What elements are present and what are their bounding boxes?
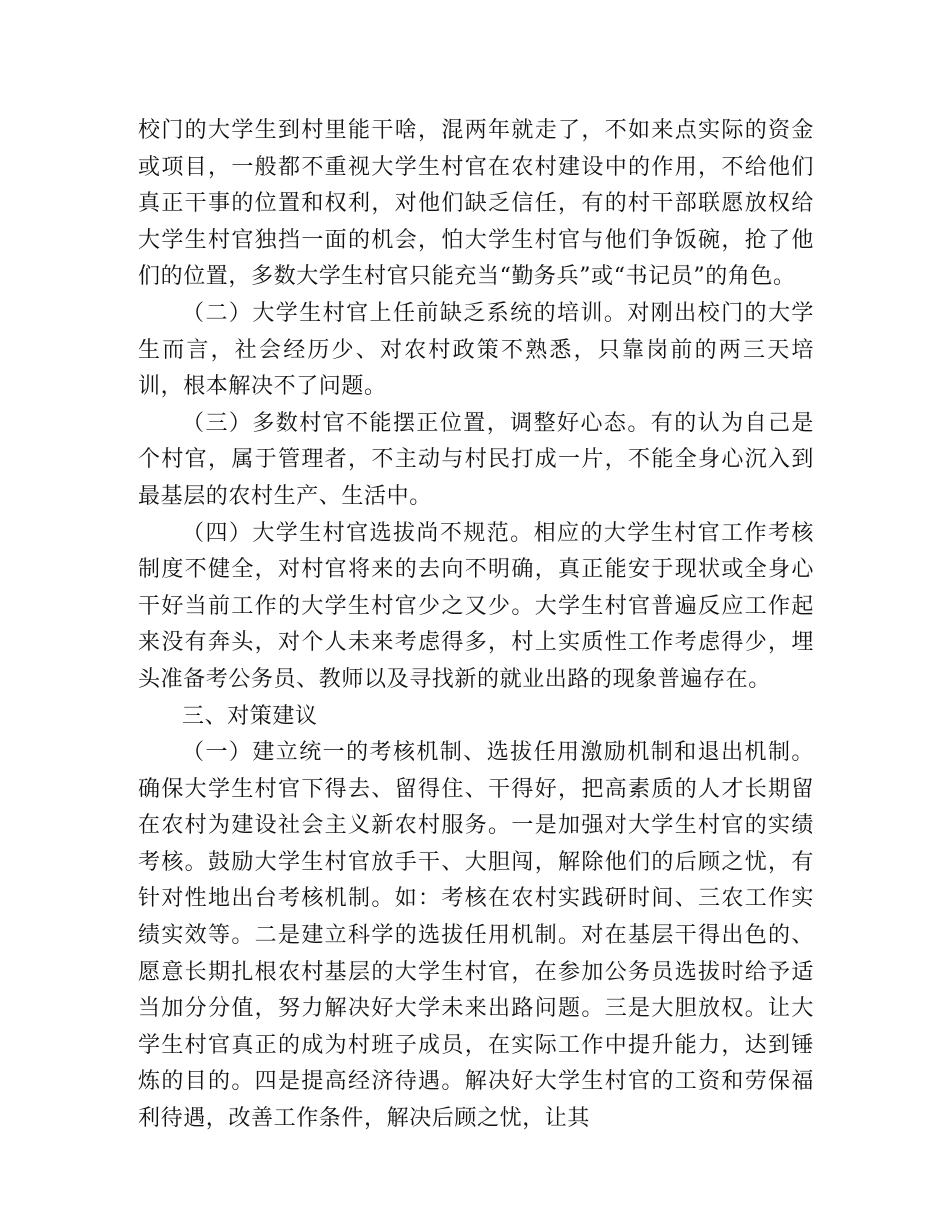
paragraph-problem-3: （三）多数村官不能摆正位置，调整好心态。有的认为自己是个村官，属于管理者，不主动与村民打成一片，不能全身心沉入到最基层的农村生产、生活中。 [138, 410, 814, 509]
paragraph-problem-2: （二）大学生村官上任前缺乏系统的培训。对刚出校门的大学生而言，社会经历少、对农村政策不熟悉，只靠岗前的两三天培训，根本解决不了问题。 [138, 300, 814, 400]
paragraph-suggestion-1: （一）建立统一的考核机制、选拔任用激励机制和退出机制。确保大学生村官下得去、留得住、干得好，把高素质的人才长期留在农村为建设社会主义新农村服务。一是加强对大学生村官的实绩考核。鼓励大学生村官放手干、大胆闯，解除他们的后顾之忧，有针对性地出台考核机制。如：考核在农村实践研时间、三农工作实绩实效等。二是建立科学的选拔任用机制。对在基层干得出色的、愿意长期扎根农村基层的大学生村官，在参加公务员选拔时给予适当加分分值，努力解决好大学未来出路问题。三是大胆放权。让大学生村官真正的成为村班子成员，在实际工作中提升能力，达到锤炼的目的。四是提高经济待遇。解决好大学生村官的工资和劳保福利待遇，改善工作条件，解决后顾之忧，让其 [138, 740, 814, 1132]
paragraph-problem-4: （四）大学生村官选拔尚不规范。相应的大学生村官工作考核制度不健全，对村官将来的去向不明确，真正能安于现状或全身心干好当前工作的大学生村官少之又少。大学生村官普遍反应工作起来没有奔头，对个人未来考虑得多，村上实质性工作考虑得少，埋头准备考公务员、教师以及寻找新的就业出路的现象普遍存在。 [138, 520, 814, 692]
section-heading: 三、对策建议 [182, 703, 318, 729]
paragraph-continuation: 校门的大学生到村里能干啥，混两年就走了，不如来点实际的资金或项目，一般都不重视大学生村官在农村建设中的作用，不给他们真正干事的位置和权利，对他们缺乏信任，有的村干部联愿放权给大学生村官独挡一面的机会，怕大学生村官与他们争饭碗，抢了他们的位置，多数大学生村官只能充当“勤务兵”或“书记员”的角色。 [138, 118, 814, 290]
document-page [138, 113, 814, 1138]
